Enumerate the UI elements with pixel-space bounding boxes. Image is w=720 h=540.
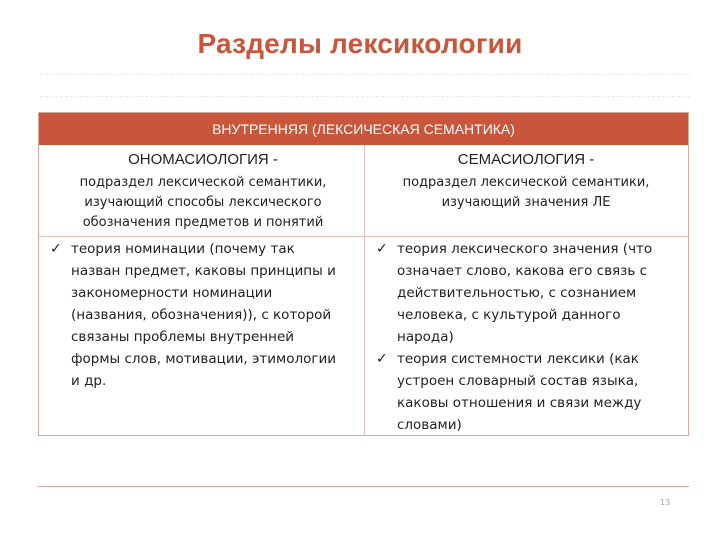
definition-line: изучающий значения ЛЕ xyxy=(441,195,611,210)
definition-line: обозначения предметов и понятий xyxy=(82,215,324,230)
semasiology-heading: СЕМАСИОЛОГИЯ - xyxy=(457,151,595,168)
list-item: ✓ теория лексического значения (что означает слово, какова его связь с действительностью, с сознанием человека, с культурой данного народа) xyxy=(369,238,687,348)
definition-line: изучающий способы лексического xyxy=(84,195,322,210)
row-divider xyxy=(39,236,688,237)
column-divider xyxy=(364,145,365,435)
check-icon: ✓ xyxy=(376,351,388,367)
page-number: 13 xyxy=(660,498,671,507)
list-item: ✓ теория системности лексики (как устроен словарный состав языка, каковы отношения и связи между словами) xyxy=(369,348,687,436)
onomasiology-heading: ОНОМАСИОЛОГИЯ - xyxy=(128,151,278,168)
check-icon: ✓ xyxy=(376,241,388,257)
semasiology-bullets xyxy=(369,238,687,436)
sections-table xyxy=(38,112,689,436)
definition-line: подраздел лексической семантики, xyxy=(79,175,327,190)
footer-rule xyxy=(38,486,689,487)
table-header: ВНУТРЕННЯЯ (ЛЕКСИЧЕСКАЯ СЕМАНТИКА) xyxy=(39,113,688,145)
slide-title: Разделы лексикологии xyxy=(197,28,523,59)
decorative-line xyxy=(40,74,690,75)
onomasiology-definition xyxy=(43,173,363,233)
definition-line: подраздел лексической семантики, xyxy=(402,175,650,190)
list-item: ✓ теория номинации (почему так назван предмет, каковы принципы и закономерности номинации (названия, обозначения)), с которой связаны проблемы внутренней формы слов, мотивации, этимологии и др. xyxy=(43,238,361,392)
decorative-line xyxy=(40,96,690,97)
semasiology-definition xyxy=(366,173,686,213)
onomasiology-bullets xyxy=(43,238,361,392)
check-icon: ✓ xyxy=(50,241,62,257)
